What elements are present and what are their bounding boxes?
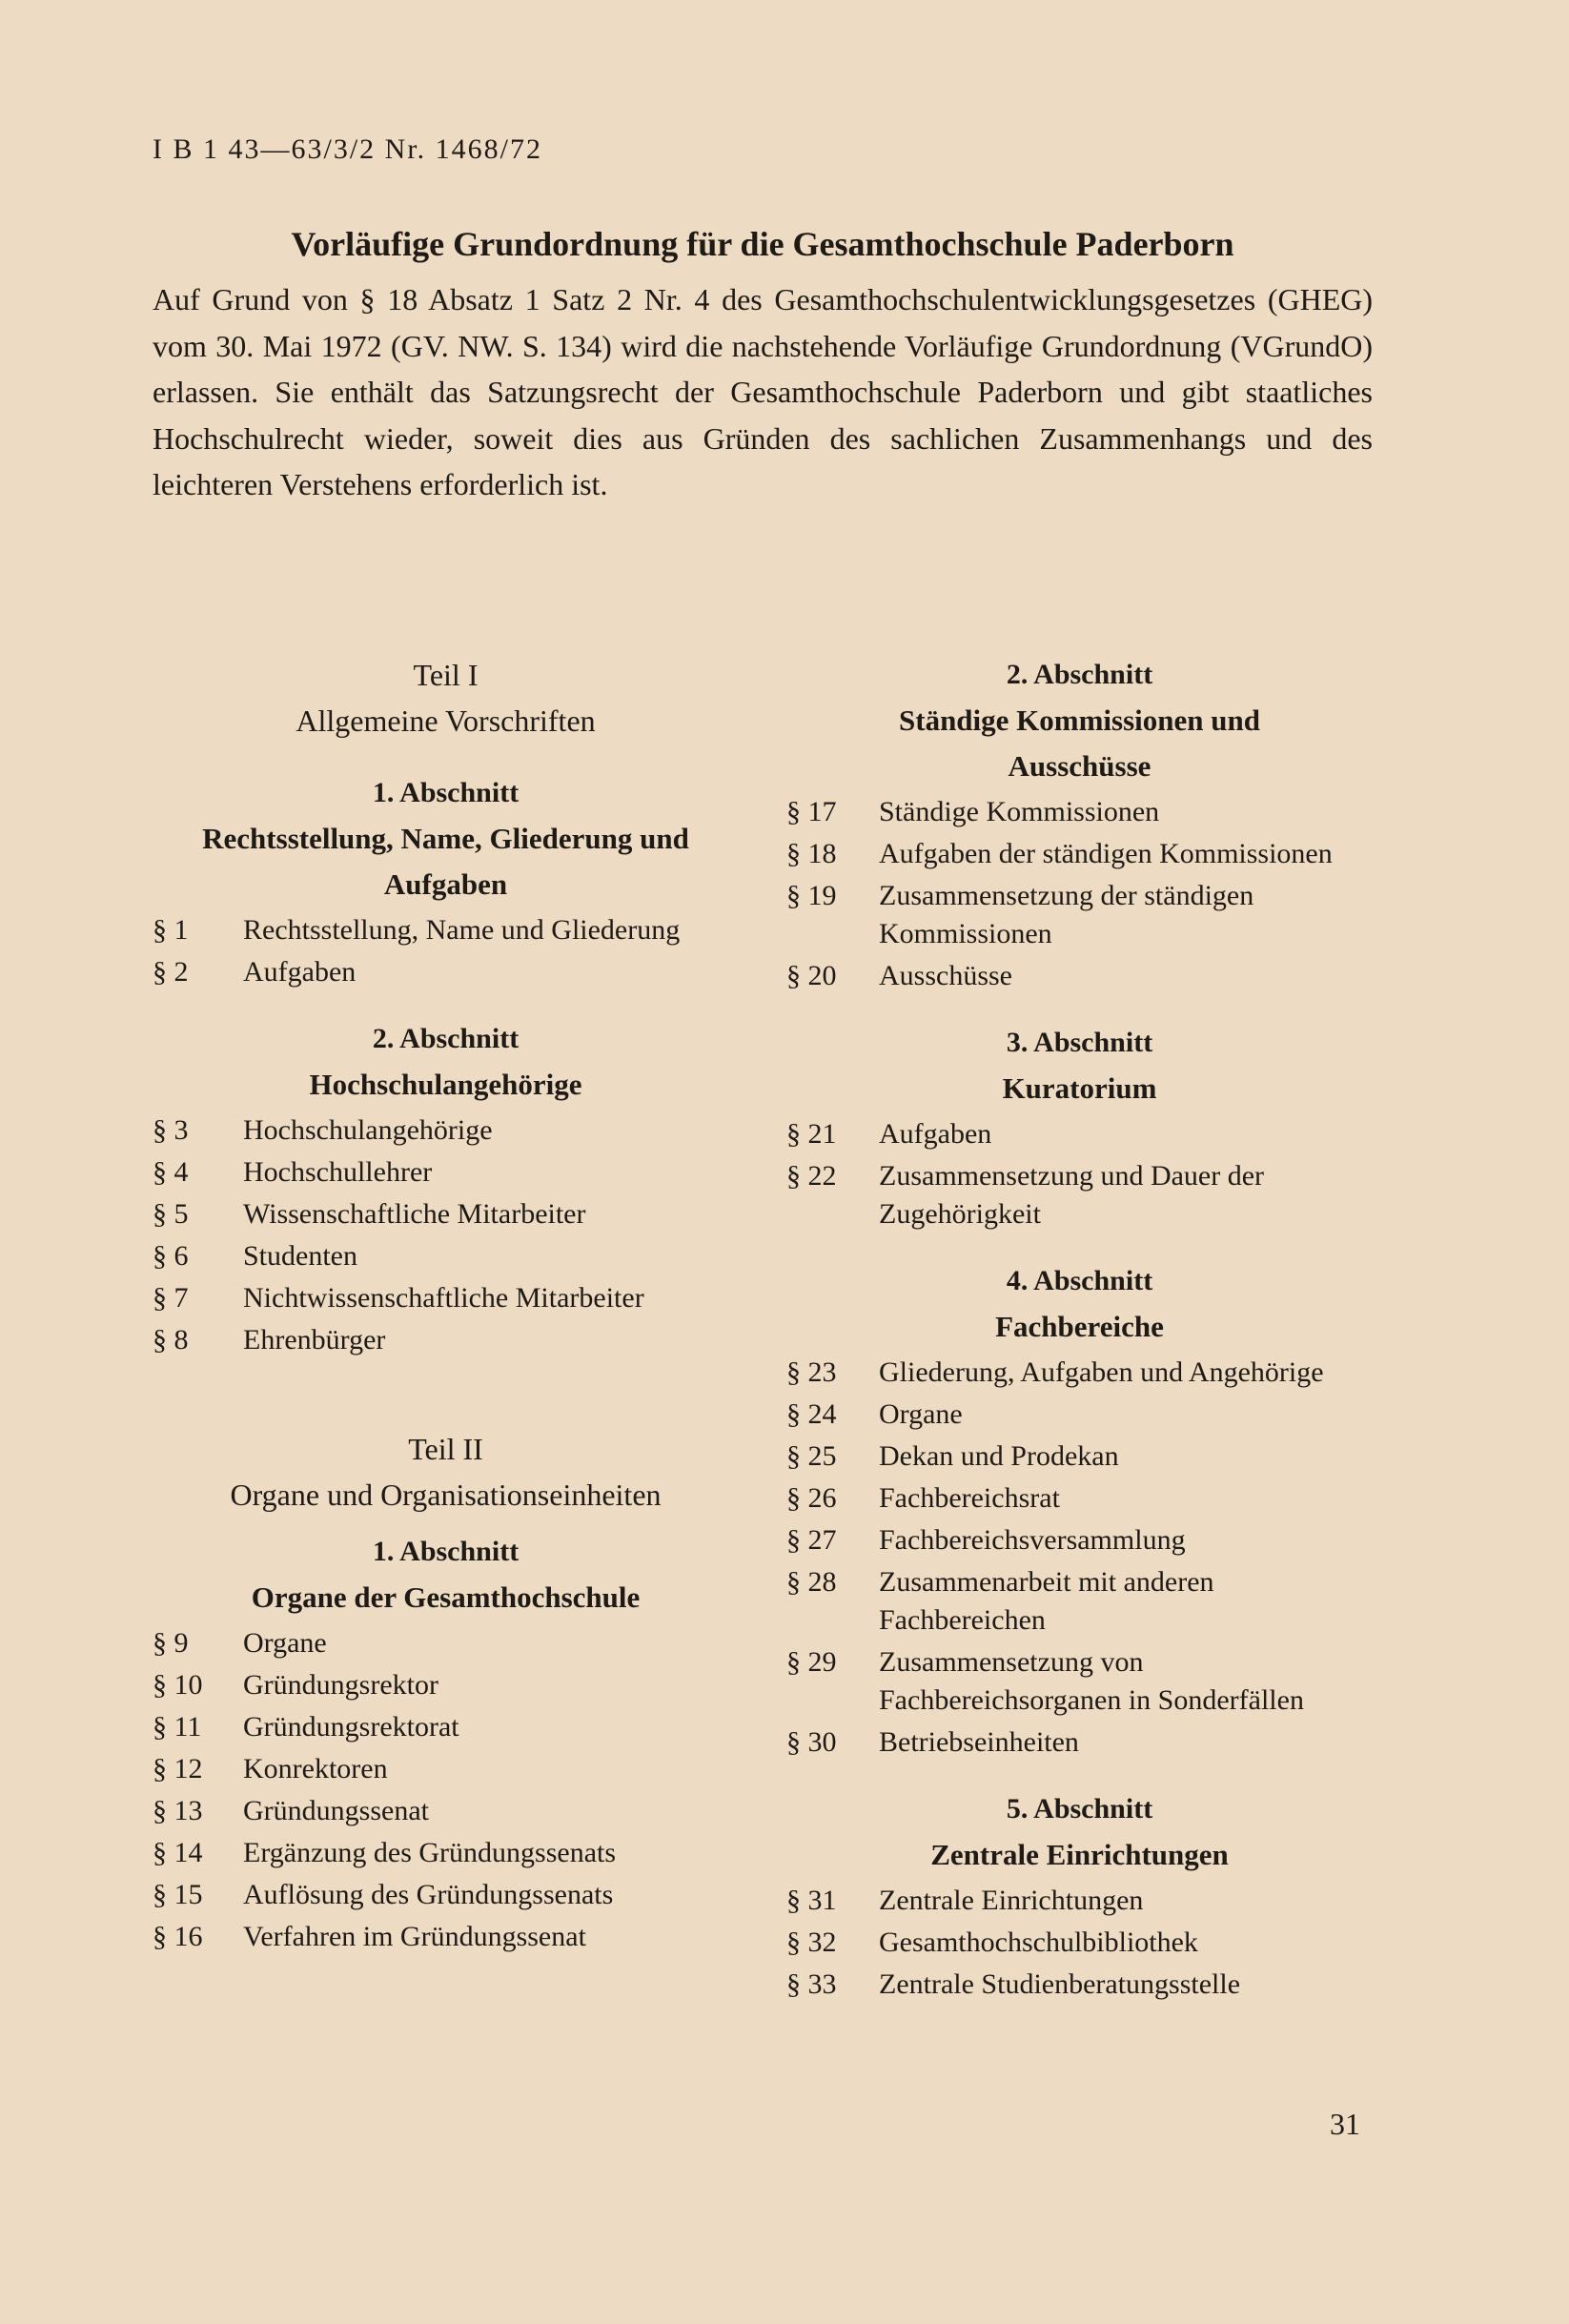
- paragraph-number: § 5: [153, 1198, 189, 1230]
- entry-title: Zusammensetzung der ständigen Kommissionen: [879, 880, 1254, 949]
- paragraph-number: § 17: [786, 796, 837, 827]
- entry-title: Hochschullehrer: [243, 1156, 433, 1188]
- paragraph-number: § 4: [153, 1156, 189, 1188]
- toc-entry: [153, 1321, 739, 1359]
- toc-entry: [786, 1966, 1373, 2004]
- toc-entry: [153, 953, 739, 991]
- paragraph-number: § 3: [153, 1114, 189, 1146]
- paragraph-number: § 6: [153, 1240, 189, 1272]
- section-number: 5. Abschnitt: [1006, 1793, 1153, 1825]
- toc-section: [153, 770, 739, 991]
- paragraph-number: § 18: [786, 838, 837, 869]
- section-number: 3. Abschnitt: [1006, 1027, 1153, 1058]
- entry-title: Aufgaben der ständigen Kommissionen: [879, 838, 1333, 869]
- entry-title: Zentrale Einrichtungen: [879, 1885, 1144, 1916]
- entry-title: Aufgaben: [243, 956, 357, 988]
- toc-entry: [153, 1834, 739, 1872]
- entry-title: Studenten: [243, 1240, 357, 1272]
- paragraph-number: § 16: [153, 1921, 203, 1952]
- section-title: Fachbereiche: [995, 1310, 1164, 1343]
- paragraph-number: § 31: [786, 1885, 837, 1916]
- page-number: 31: [1330, 2107, 1360, 2141]
- entry-title: Auflösung des Gründungssenats: [243, 1879, 614, 1910]
- paragraph-number: § 9: [153, 1627, 189, 1659]
- toc-entry: [153, 1111, 739, 1150]
- section-title: Rechtsstellung, Name, Gliederung und Aufgaben: [202, 822, 689, 901]
- entry-title: Dekan und Prodekan: [879, 1440, 1119, 1472]
- paragraph-number: § 13: [153, 1795, 203, 1826]
- paragraph-number: § 2: [153, 956, 189, 988]
- section-number: 2. Abschnitt: [372, 1023, 520, 1054]
- toc-entry: [786, 835, 1373, 873]
- section-number: 2. Abschnitt: [1006, 659, 1153, 690]
- entry-title: Zusammensetzung und Dauer der Zugehörigkeit: [879, 1160, 1265, 1230]
- toc-entry: [786, 1115, 1373, 1153]
- entry-title: Fachbereichsrat: [879, 1482, 1060, 1514]
- paragraph-number: § 14: [153, 1837, 203, 1868]
- paragraph-number: § 10: [153, 1669, 203, 1701]
- entry-title: Verfahren im Gründungssenat: [243, 1921, 586, 1952]
- toc-entry: [153, 1666, 739, 1704]
- toc-entry: [786, 793, 1373, 831]
- toc-entry: [153, 1792, 739, 1830]
- paragraph-number: § 25: [786, 1440, 837, 1472]
- toc-entry: [786, 1723, 1373, 1762]
- toc-entry: [786, 1396, 1373, 1434]
- paragraph-number: § 12: [153, 1753, 203, 1784]
- section-title: Ständige Kommissionen und Ausschüsse: [899, 703, 1260, 783]
- toc-section: [786, 652, 1373, 995]
- toc-entry: [153, 1279, 739, 1317]
- entry-title: Konrektoren: [243, 1753, 388, 1784]
- entry-title: Gründungssenat: [243, 1795, 429, 1826]
- intro-paragraph: Auf Grund von § 18 Absatz 1 Satz 2 Nr. 4 des Gesamthochschulentwicklungsgesetzes (GHEG) vom 30. Mai 1972 (GV. NW. S. 134) wird die nachstehende Vorläufige Grundordnung (VGrundO) erlassen. Sie enthält das Satzungsrecht der Gesamthochschule Paderborn und gibt staatliches Hochschulrecht wieder, soweit dies aus Gründen des sachlichen Zusammenhangs und des leichteren Verstehens erforderlich ist.: [153, 282, 1373, 502]
- section-number: 1. Abschnitt: [372, 777, 520, 808]
- entry-title: Fachbereichsversammlung: [879, 1524, 1186, 1556]
- toc-entry: [153, 1153, 739, 1192]
- toc-left-column: [153, 652, 739, 1981]
- teil-title: Organe und Organisationseinheiten: [230, 1478, 662, 1512]
- paragraph-number: § 28: [786, 1566, 837, 1598]
- section-title: Organe der Gesamthochschule: [251, 1580, 641, 1614]
- document-title: Vorläufige Grundordnung für die Gesamthochschule Paderborn: [291, 225, 1234, 263]
- toc-section: [786, 1258, 1373, 1762]
- entry-title: Rechtsstellung, Name und Gliederung: [243, 914, 681, 946]
- entry-title: Nichtwissenschaftliche Mitarbeiter: [243, 1282, 644, 1314]
- paragraph-number: § 26: [786, 1482, 837, 1514]
- paragraph-number: § 1: [153, 914, 189, 946]
- paragraph-number: § 29: [786, 1646, 837, 1678]
- entry-title: Ehrenbürger: [243, 1324, 386, 1356]
- toc-entry: [153, 1708, 739, 1746]
- teil-label: Teil II: [408, 1432, 483, 1466]
- toc-entry: [786, 957, 1373, 995]
- section-title: Hochschulangehörige: [309, 1068, 582, 1101]
- toc-entry: [786, 1643, 1373, 1720]
- paragraph-number: § 15: [153, 1879, 203, 1910]
- entry-title: Ständige Kommissionen: [879, 796, 1160, 827]
- paragraph-number: § 11: [153, 1711, 202, 1743]
- toc-entry: [786, 1924, 1373, 1962]
- paragraph-number: § 27: [786, 1524, 837, 1556]
- entry-title: Organe: [243, 1627, 327, 1659]
- paragraph-number: § 32: [786, 1926, 837, 1958]
- paragraph-number: § 19: [786, 880, 837, 911]
- entry-title: Ergänzung des Gründungssenats: [243, 1837, 617, 1868]
- paragraph-number: § 33: [786, 1968, 837, 2000]
- teil-label: Teil I: [413, 658, 479, 692]
- paragraph-number: § 24: [786, 1398, 837, 1430]
- toc-entry: [786, 877, 1373, 953]
- toc-entry: [153, 911, 739, 949]
- toc-section: [786, 1786, 1373, 2004]
- section-number: 4. Abschnitt: [1006, 1265, 1153, 1296]
- toc-entry: [153, 1195, 739, 1233]
- toc-entry: [786, 1157, 1373, 1233]
- teil-title: Allgemeine Vorschriften: [295, 703, 596, 738]
- toc-right-column: [786, 652, 1373, 2028]
- paragraph-number: § 21: [786, 1118, 837, 1150]
- entry-title: Zusammenarbeit mit anderen Fachbereichen: [879, 1566, 1214, 1636]
- paragraph-number: § 23: [786, 1356, 837, 1388]
- paragraph-number: § 7: [153, 1282, 189, 1314]
- section-number: 1. Abschnitt: [372, 1536, 520, 1567]
- document-reference: I B 1 43—63/3/2 Nr. 1468/72: [153, 133, 543, 165]
- entry-title: Gliederung, Aufgaben und Angehörige: [879, 1356, 1324, 1388]
- toc-entry: [786, 1882, 1373, 1920]
- toc-section: [153, 1529, 739, 1956]
- entry-title: Aufgaben: [879, 1118, 992, 1150]
- entry-title: Gründungsrektorat: [243, 1711, 459, 1743]
- toc-entry: [786, 1479, 1373, 1518]
- entry-title: Ausschüsse: [879, 960, 1012, 991]
- paragraph-number: § 22: [786, 1160, 837, 1192]
- toc-entry: [786, 1521, 1373, 1560]
- entry-title: Hochschulangehörige: [243, 1114, 493, 1146]
- entry-title: Zusammensetzung von Fachbereichsorganen in Sonderfällen: [879, 1646, 1304, 1716]
- toc-entry: [786, 1563, 1373, 1640]
- toc-entry: [153, 1918, 739, 1956]
- paragraph-number: § 20: [786, 960, 837, 991]
- toc-entry: [153, 1624, 739, 1662]
- toc-section: [786, 1020, 1373, 1233]
- entry-title: Gesamthochschulbibliothek: [879, 1926, 1198, 1958]
- toc-entry: [786, 1437, 1373, 1476]
- toc-entry: [786, 1354, 1373, 1392]
- toc-entry: [153, 1876, 739, 1914]
- paragraph-number: § 8: [153, 1324, 189, 1356]
- entry-title: Organe: [879, 1398, 963, 1430]
- entry-title: Gründungsrektor: [243, 1669, 438, 1701]
- paragraph-number: § 30: [786, 1726, 837, 1758]
- entry-title: Zentrale Studienberatungsstelle: [879, 1968, 1241, 2000]
- toc-section: [153, 1016, 739, 1359]
- entry-title: Wissenschaftliche Mitarbeiter: [243, 1198, 586, 1230]
- section-title: Kuratorium: [1002, 1071, 1157, 1105]
- section-title: Zentrale Einrichtungen: [930, 1838, 1229, 1871]
- toc-entry: [153, 1237, 739, 1275]
- entry-title: Betriebseinheiten: [879, 1726, 1079, 1758]
- toc-entry: [153, 1750, 739, 1788]
